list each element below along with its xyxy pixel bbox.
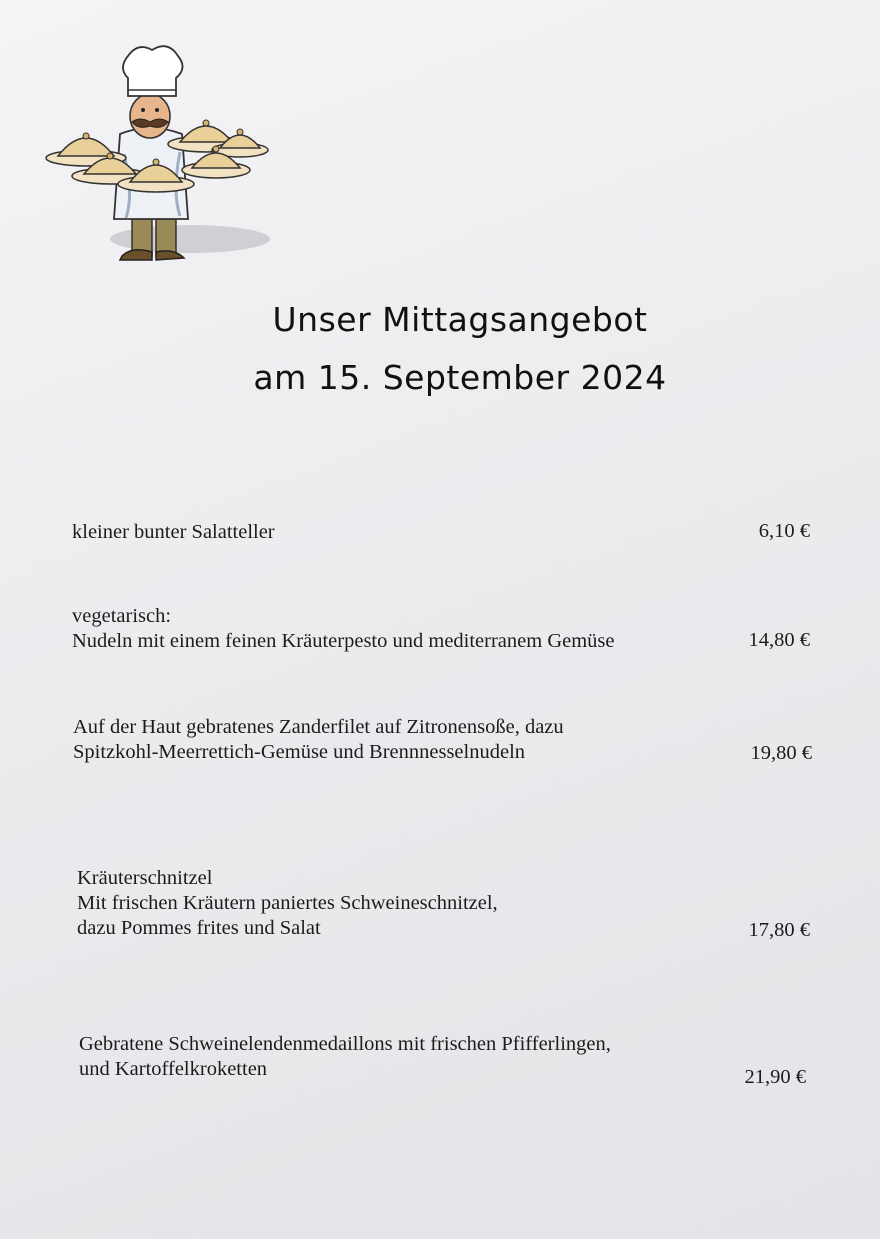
item-line: kleiner bunter Salatteller <box>72 521 275 543</box>
item-line: Nudeln mit einem feinen Kräuterpesto und mediterranem Gemüse <box>72 630 615 652</box>
menu-item-salad <box>72 520 275 545</box>
item-line: und Kartoffelkroketten <box>79 1058 268 1080</box>
price-schnitzel: 17,80 € <box>748 919 810 941</box>
chef-with-cloches-icon <box>40 34 272 274</box>
item-line: Gebratene Schweinelendenmedaillons mit frischen Pfifferlingen, <box>79 1033 611 1055</box>
item-line: Kräuterschnitzel <box>77 867 213 889</box>
price-medaillons: 21,90 € <box>744 1066 806 1088</box>
menu-item-zander <box>73 715 564 765</box>
price-salad: 6,10 € <box>758 520 810 542</box>
price-zander: 19,80 € <box>750 742 812 764</box>
menu-item-medaillons <box>79 1032 611 1082</box>
item-line: Spitzkohl-Meerrettich-Gemüse und Brennnesselnudeln <box>73 741 526 763</box>
item-line: vegetarisch: <box>72 605 172 627</box>
page-title-line-1: Unser Mittagsangebot <box>272 300 648 339</box>
item-line: Auf der Haut gebratenes Zanderfilet auf Zitronensoße, dazu <box>73 716 564 738</box>
menu-item-vegetarian <box>72 604 615 654</box>
page-title-line-2: am 15. September 2024 <box>253 358 667 397</box>
menu-item-schnitzel <box>77 866 498 941</box>
price-vegetarian: 14,80 € <box>748 629 810 651</box>
item-line: dazu Pommes frites und Salat <box>77 917 321 939</box>
item-line: Mit frischen Kräutern paniertes Schweineschnitzel, <box>77 892 498 914</box>
